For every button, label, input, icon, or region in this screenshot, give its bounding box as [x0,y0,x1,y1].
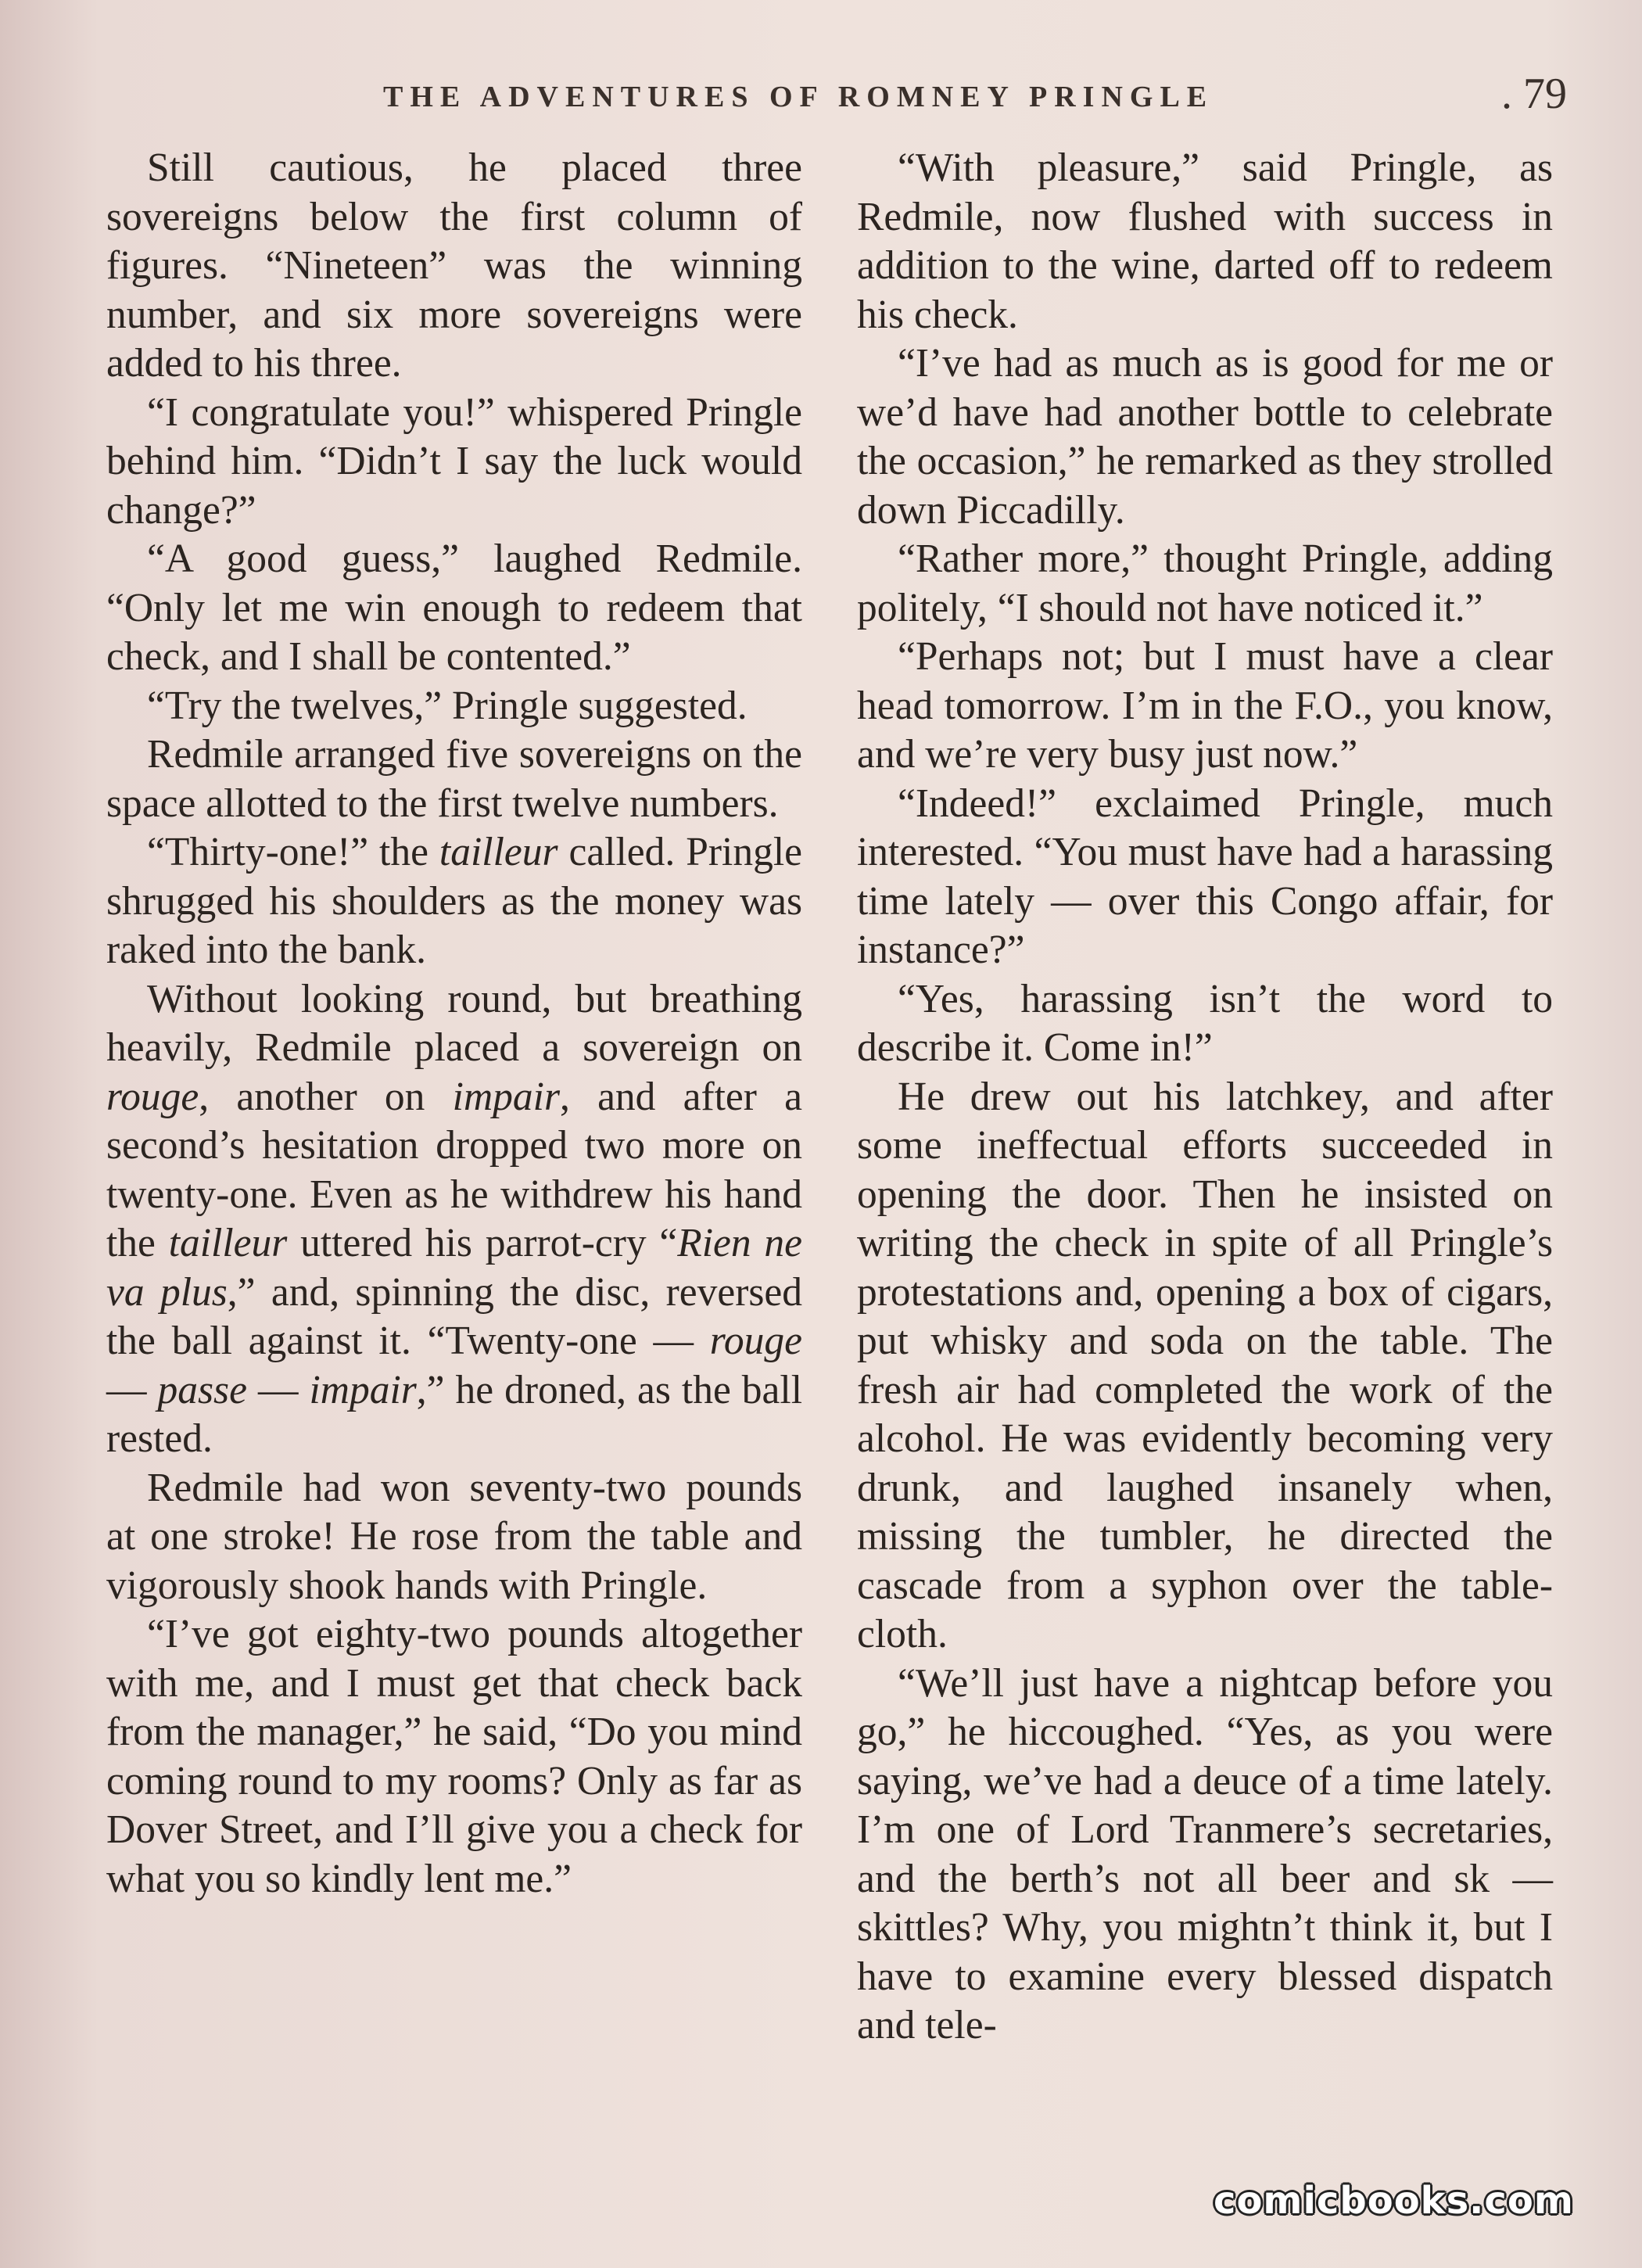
text-segment: uttered his parrot-cry “ [287,1221,678,1265]
paragraph [106,1464,802,1611]
text-segment: “Perhaps not; but I must have a clear head tomorrow. I’m in the F.O., you know, and we’re very busy just now.” [857,634,1553,777]
right-text-column [857,144,1553,2051]
text-segment: called. Pringle shrugged his shoulders as the money was raked into the bank. [106,830,802,972]
text-segment: , and after a second’s hesitation dropped two more on twenty-one. Even as he withdrew his hand the [106,1074,802,1265]
running-title: THE ADVENTURES OF ROMNEY PRINGLE [383,81,1214,113]
text-segment: , another on [199,1074,453,1119]
text-segment: “I congratulate you!” whispered Pringle behind him. “Didn’t I say the luck would change?” [106,389,802,533]
left-text-column [106,144,802,1904]
paragraph [106,682,802,731]
italic-text-segment: rouge [106,1074,199,1119]
text-segment: “We’ll just have a nightcap before you go,” he hiccoughed. “Yes, as you were saying, we’ve had a deuce of a time lately. I’m one of Lord Tranmere’s secretaries, and the berth’s not all beer and sk — skittles? Why, you mightn’t think it, but I have to examine every blessed dispatch and tele- [857,1660,1553,2047]
italic-text-segment: impair [452,1074,560,1119]
paragraph [857,144,1553,339]
text-segment: “Thirty-one!” the [147,830,439,874]
watermark-text: comicbooks.com [1214,2179,1574,2223]
paragraph [106,144,802,389]
paragraph [106,535,802,682]
paragraph [106,1610,802,1904]
paragraph [857,975,1553,1073]
text-segment: “Indeed!” exclaimed Pringle, much interested. “You must have had a harassing time lately — over this Congo affair, for instance?” [857,781,1553,972]
text-segment: — [106,1367,158,1412]
text-segment: ,” and, spinning the disc, reversed the ball against it. “Twenty-one — [106,1269,802,1363]
paragraph [857,339,1553,535]
text-segment: “A good guess,” laughed Redmile. “Only let me win enough to redeem that check, and I shall be contented.” [106,536,802,679]
paragraph [857,1660,1553,2051]
paragraph [857,535,1553,633]
text-segment: “I’ve had as much as is good for me or we’d have had another bottle to celebrate the occasion,” he remarked as they strolled down Piccadilly. [857,341,1553,533]
text-segment: “Yes, harassing isn’t the word to describe it. Come in!” [857,976,1553,1070]
text-segment: — [246,1367,310,1412]
paragraph [857,1073,1553,1660]
text-segment: “I’ve got eighty-two pounds altogether with me, and I must get that check back from the manager,” he said, “Do you mind coming round to my rooms? Only as far as Dover Street, and I’ll give you a check for what you so kindly lent me.” [106,1612,802,1901]
text-segment: Redmile had won seventy-two pounds at one stroke! He rose from the table and vigorously shook hands with Pringle. [106,1465,802,1608]
text-segment: Redmile arranged five sovereigns on the space allotted to the first twelve numbers. [106,732,802,826]
italic-text-segment: passe [157,1367,247,1412]
paragraph [106,828,802,975]
paragraph [106,975,802,1464]
text-segment: “Try the twelves,” Pringle suggested. [147,683,748,728]
italic-text-segment: tailleur [168,1221,288,1265]
text-segment: ,” he droned, as the ball rested. [106,1367,803,1461]
text-segment: He drew out his latchkey, and after some ineffectual efforts succeeded in opening the door. Then he insisted on writing the check in spite of all Pringle’s protestations and, opening a box of cigars, put whisky and soda on the table. The fresh air had completed the work of the alcohol. He was evidently becoming very drunk, and laughed insanely when, missing the tumbler, he directed the cascade from a syphon over the table-cloth. [857,1074,1553,1656]
paragraph [857,780,1553,975]
text-segment: “With pleasure,” said Pringle, as Redmile, now flushed with success in addition to the wine, darted off to redeem his check. [857,145,1553,337]
paragraph [106,730,802,828]
italic-text-segment: Rien ne va plus [106,1221,802,1315]
text-segment: Without looking round, but breathing heavily, Redmile placed a sovereign on [106,976,802,1070]
paragraph [106,389,802,536]
page-number: . 79 [1501,70,1567,118]
page-header [0,70,1642,122]
paragraph [857,633,1553,780]
text-segment: Still cautious, he placed three sovereigns below the first column of figures. “Nineteen” was the winning number, and six more sovereigns were added to his three. [106,145,802,386]
italic-text-segment: rouge [709,1319,802,1363]
italic-text-segment: tailleur [439,830,558,874]
text-segment: “Rather more,” thought Pringle, adding politely, “I should not have noticed it.” [857,536,1553,630]
italic-text-segment: impair [309,1367,417,1412]
